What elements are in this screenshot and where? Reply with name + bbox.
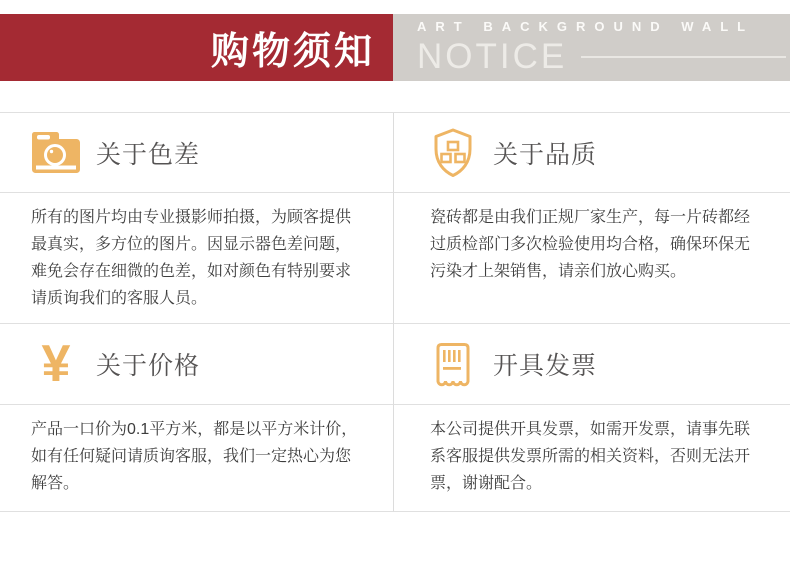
- section-title: 关于品质: [493, 140, 598, 169]
- notice-grid: [0, 112, 790, 512]
- section-color-difference-body: 所有的图片均由专业摄影师拍摄，为顾客提供最真实，多方位的图片。因显示器色差问题，难免会存在细微的色差，如对颜色有特别要求请质询我们的客服人员。: [0, 193, 393, 324]
- banner-subtitle-top: ART BACKGROUND WALL: [417, 18, 755, 34]
- section-price-body: 产品一口价为0.1平方米，都是以平方米计价，如有任何疑问请质询客服，我们一定热心为您解答。: [0, 405, 393, 512]
- section-quality-body: 瓷砖都是由我们正规厂家生产，每一片砖都经过质检部门多次检验使用均合格，确保环保无污染才上架销售，请亲们放心购买。: [393, 193, 790, 324]
- section-title: 关于色差: [96, 140, 201, 169]
- banner-title: 购物须知: [0, 14, 393, 81]
- section-title: 开具发票: [493, 352, 598, 380]
- section-price-title-row: [0, 324, 393, 405]
- banner-notice-row: [417, 37, 786, 77]
- section-title: 关于价格: [96, 352, 201, 380]
- camera-icon: [31, 128, 81, 178]
- banner-subtitle-area: [393, 14, 790, 81]
- quality-shield-icon: [428, 128, 478, 178]
- yen-price-icon: ¥: [41, 335, 71, 393]
- header-banner: [0, 14, 790, 81]
- section-quality-title-row: [393, 113, 790, 193]
- banner-subtitle-main: NOTICE: [417, 36, 568, 76]
- notice-rule-line: [581, 56, 786, 58]
- invoice-receipt-icon: [428, 339, 478, 389]
- section-invoice-title-row: [393, 324, 790, 405]
- section-invoice-body: 本公司提供开具发票，如需开发票，请事先联系客服提供发票所需的相关资料，否则无法开票，谢谢配合。: [393, 405, 790, 512]
- section-color-difference-title-row: [0, 113, 393, 193]
